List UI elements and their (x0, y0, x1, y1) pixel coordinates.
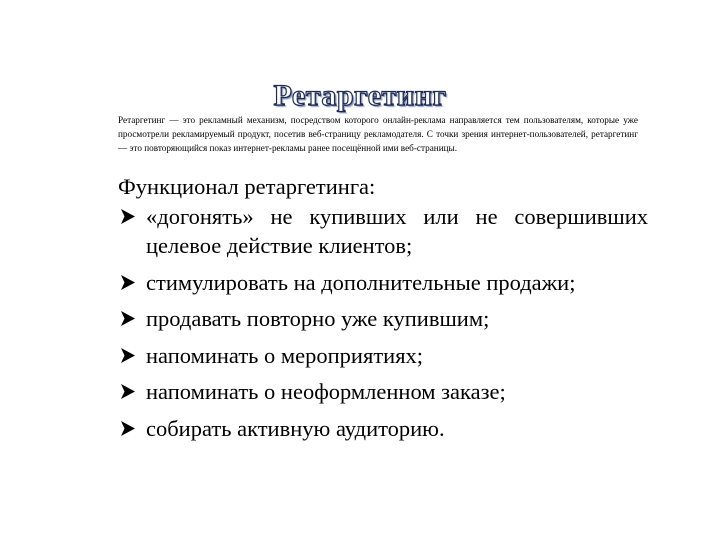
list-item-text: продавать повторно уже купившим; (146, 306, 490, 331)
list-item (118, 414, 648, 443)
arrow-bullet-icon (118, 268, 140, 297)
list-item-text: собирать активную аудиторию. (146, 415, 445, 441)
functions-list (118, 202, 648, 450)
list-item (118, 377, 648, 406)
list-item (118, 304, 648, 333)
list-item (118, 268, 648, 297)
slide-title: Ретаргетинг (273, 79, 447, 112)
definition-paragraph: Ретаргетинг — это рекламный механизм, посредством которого онлайн-реклама направляется тем пользователям, которые уже просмотрели рекламируемый продукт, посетив веб-страницу рекламодателя. С точки зрения интернет-пользователей, ретаргетинг — это повторяющийся показ интернет-рекламы ранее посещённой ими веб-страницы. (118, 115, 638, 153)
functions-heading: Функционал ретаргетинга: (118, 174, 376, 199)
arrow-bullet-icon (118, 202, 140, 231)
arrow-bullet-icon (118, 377, 140, 406)
list-item (118, 341, 648, 370)
list-item (118, 202, 648, 260)
arrow-bullet-icon (118, 414, 140, 443)
arrow-bullet-icon (118, 304, 140, 333)
list-item-text: «догонять» не купивших или не совершивших целевое действие клиентов; (146, 204, 648, 258)
list-item-text: стимулировать на дополнительные продажи; (146, 269, 576, 295)
list-item-text: напоминать о мероприятиях; (146, 342, 424, 368)
arrow-bullet-icon (118, 341, 140, 370)
list-item-text: напоминать о неоформленном заказе; (146, 379, 506, 404)
